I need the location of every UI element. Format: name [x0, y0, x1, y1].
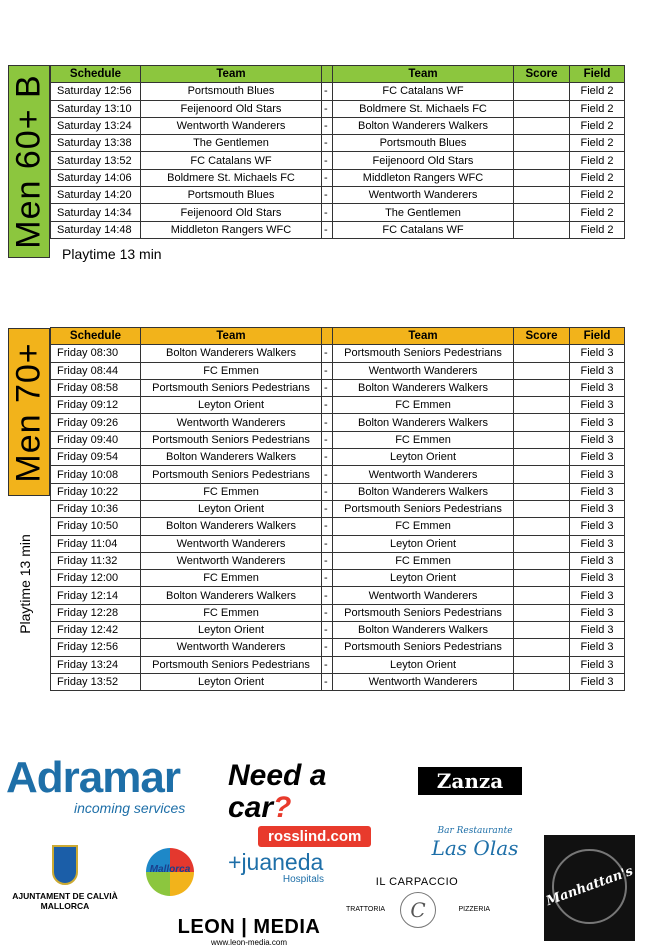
- home-team-cell: Feijenoord Old Stars: [141, 204, 322, 221]
- field-cell: Field 2: [570, 169, 625, 186]
- table-header-row: [51, 328, 625, 345]
- score-cell[interactable]: [514, 570, 570, 587]
- schedule-cell: Saturday 14:48: [51, 221, 141, 238]
- home-team-cell: FC Emmen: [141, 362, 322, 379]
- field-cell: Field 3: [570, 397, 625, 414]
- field-cell: Field 2: [570, 117, 625, 134]
- field-cell: Field 3: [570, 449, 625, 466]
- home-team-cell: FC Emmen: [141, 483, 322, 500]
- away-team-cell: Portsmouth Seniors Pedestrians: [333, 639, 514, 656]
- score-cell[interactable]: [514, 117, 570, 134]
- header-score: Score: [514, 328, 570, 345]
- away-team-cell: Leyton Orient: [333, 570, 514, 587]
- sponsor-logo-juaneda[interactable]: +juaneda Hospitals: [228, 849, 324, 885]
- table-row: [51, 500, 625, 517]
- header-team-away: Team: [333, 66, 514, 83]
- away-team-cell: Wentworth Wanderers: [333, 362, 514, 379]
- separator-cell: -: [322, 169, 333, 186]
- home-team-cell: FC Emmen: [141, 604, 322, 621]
- table-row: [51, 587, 625, 604]
- field-cell: Field 3: [570, 500, 625, 517]
- score-cell[interactable]: [514, 187, 570, 204]
- score-cell[interactable]: [514, 535, 570, 552]
- schedule-cell: Saturday 13:10: [51, 100, 141, 117]
- table-row: [51, 221, 625, 238]
- score-cell[interactable]: [514, 518, 570, 535]
- plus-icon: +: [228, 849, 242, 875]
- schedule-cell: Friday 10:22: [51, 483, 141, 500]
- score-cell[interactable]: [514, 587, 570, 604]
- home-team-cell: Leyton Orient: [141, 397, 322, 414]
- home-team-cell: Wentworth Wanderers: [141, 552, 322, 569]
- away-team-cell: Bolton Wanderers Walkers: [333, 483, 514, 500]
- score-cell[interactable]: [514, 500, 570, 517]
- away-team-cell: Portsmouth Blues: [333, 135, 514, 152]
- schedule-cell: Friday 09:12: [51, 397, 141, 414]
- away-team-cell: FC Emmen: [333, 552, 514, 569]
- score-cell[interactable]: [514, 483, 570, 500]
- table-row: [51, 518, 625, 535]
- away-team-cell: FC Emmen: [333, 518, 514, 535]
- score-cell[interactable]: [514, 204, 570, 221]
- schedule-cell: Saturday 13:52: [51, 152, 141, 169]
- score-cell[interactable]: [514, 397, 570, 414]
- separator-cell: -: [322, 518, 333, 535]
- score-cell[interactable]: [514, 622, 570, 639]
- away-team-cell: Leyton Orient: [333, 449, 514, 466]
- header-schedule: Schedule: [51, 66, 141, 83]
- table-row: [51, 483, 625, 500]
- table-row: [51, 169, 625, 186]
- sponsor-logo-leon-media[interactable]: LEON | MEDIA www.leon-media.com: [177, 916, 321, 947]
- field-cell: Field 3: [570, 673, 625, 690]
- table-row: [51, 570, 625, 587]
- home-team-cell: Leyton Orient: [141, 622, 322, 639]
- schedule-cell: Friday 12:42: [51, 622, 141, 639]
- separator-cell: -: [322, 117, 333, 134]
- schedule-cell: Friday 12:14: [51, 587, 141, 604]
- score-cell[interactable]: [514, 449, 570, 466]
- section-label-men-70: Men 70+: [8, 328, 50, 496]
- score-cell[interactable]: [514, 152, 570, 169]
- away-team-cell: FC Emmen: [333, 397, 514, 414]
- playtime-note: Playtime 13 min: [62, 246, 162, 262]
- schedule-cell: Friday 10:08: [51, 466, 141, 483]
- schedule-cell: Saturday 13:24: [51, 117, 141, 134]
- schedule-table-men-60b: [50, 65, 625, 239]
- score-cell[interactable]: [514, 466, 570, 483]
- away-team-cell: Middleton Rangers WFC: [333, 169, 514, 186]
- home-team-cell: Portsmouth Blues: [141, 187, 322, 204]
- table-row: [51, 604, 625, 621]
- score-cell[interactable]: [514, 552, 570, 569]
- score-cell[interactable]: [514, 169, 570, 186]
- table-row: [51, 622, 625, 639]
- home-team-cell: Leyton Orient: [141, 673, 322, 690]
- schedule-cell: Friday 08:44: [51, 362, 141, 379]
- header-separator: [322, 66, 333, 83]
- away-team-cell: Leyton Orient: [333, 656, 514, 673]
- table-row: [51, 362, 625, 379]
- schedule-cell: Friday 09:40: [51, 431, 141, 448]
- schedule-cell: Saturday 12:56: [51, 83, 141, 100]
- away-team-cell: Bolton Wanderers Walkers: [333, 379, 514, 396]
- table-row: [51, 431, 625, 448]
- separator-cell: -: [322, 362, 333, 379]
- score-cell[interactable]: [514, 345, 570, 362]
- statue-of-liberty-icon: Manhattan's: [552, 849, 627, 924]
- score-cell[interactable]: [514, 414, 570, 431]
- separator-cell: -: [322, 604, 333, 621]
- score-cell[interactable]: [514, 379, 570, 396]
- header-field: Field: [570, 328, 625, 345]
- field-cell: Field 3: [570, 362, 625, 379]
- field-cell: Field 2: [570, 83, 625, 100]
- home-team-cell: FC Catalans WF: [141, 152, 322, 169]
- schedule-cell: Saturday 14:34: [51, 204, 141, 221]
- away-team-cell: FC Catalans WF: [333, 221, 514, 238]
- home-team-cell: Portsmouth Seniors Pedestrians: [141, 656, 322, 673]
- home-team-cell: Bolton Wanderers Walkers: [141, 345, 322, 362]
- header-team-home: Team: [141, 66, 322, 83]
- field-cell: Field 3: [570, 639, 625, 656]
- field-cell: Field 3: [570, 518, 625, 535]
- separator-cell: -: [322, 639, 333, 656]
- field-cell: Field 3: [570, 552, 625, 569]
- field-cell: Field 3: [570, 483, 625, 500]
- field-cell: Field 3: [570, 656, 625, 673]
- schedule-cell: Friday 12:28: [51, 604, 141, 621]
- header-team-home: Team: [141, 328, 322, 345]
- away-team-cell: Bolton Wanderers Walkers: [333, 414, 514, 431]
- separator-cell: -: [322, 152, 333, 169]
- separator-cell: -: [322, 483, 333, 500]
- home-team-cell: Bolton Wanderers Walkers: [141, 587, 322, 604]
- away-team-cell: Wentworth Wanderers: [333, 187, 514, 204]
- playtime-note-vertical: Playtime 13 min: [17, 534, 33, 634]
- rosslind-url: rosslind.com: [258, 826, 371, 847]
- home-team-cell: Boldmere St. Michaels FC: [141, 169, 322, 186]
- schedule-cell: Friday 09:54: [51, 449, 141, 466]
- away-team-cell: Wentworth Wanderers: [333, 587, 514, 604]
- field-cell: Field 2: [570, 187, 625, 204]
- separator-cell: -: [322, 100, 333, 117]
- table-row: [51, 345, 625, 362]
- score-cell[interactable]: [514, 639, 570, 656]
- schedule-cell: Friday 08:30: [51, 345, 141, 362]
- header-field: Field: [570, 66, 625, 83]
- field-cell: Field 3: [570, 466, 625, 483]
- schedule-cell: Friday 12:56: [51, 639, 141, 656]
- field-cell: Field 2: [570, 135, 625, 152]
- away-team-cell: FC Catalans WF: [333, 83, 514, 100]
- sponsor-logo-zanza-bar[interactable]: Zanza Bar: [418, 767, 522, 795]
- score-cell[interactable]: [514, 673, 570, 690]
- score-cell[interactable]: [514, 135, 570, 152]
- separator-cell: -: [322, 449, 333, 466]
- sponsor-logo-mallorca[interactable]: Mallorca: [140, 848, 200, 898]
- home-team-cell: Bolton Wanderers Walkers: [141, 449, 322, 466]
- schedule-cell: Friday 11:32: [51, 552, 141, 569]
- sponsor-logo-manhattans[interactable]: [544, 835, 635, 941]
- field-cell: Field 3: [570, 345, 625, 362]
- field-cell: Field 2: [570, 221, 625, 238]
- field-cell: Field 3: [570, 414, 625, 431]
- schedule-cell: Friday 13:24: [51, 656, 141, 673]
- coat-of-arms-icon: [52, 845, 78, 885]
- home-team-cell: Portsmouth Seniors Pedestrians: [141, 431, 322, 448]
- field-cell: Field 3: [570, 570, 625, 587]
- away-team-cell: Wentworth Wanderers: [333, 673, 514, 690]
- home-team-cell: FC Emmen: [141, 570, 322, 587]
- home-team-cell: Wentworth Wanderers: [141, 414, 322, 431]
- home-team-cell: Wentworth Wanderers: [141, 535, 322, 552]
- separator-cell: -: [322, 397, 333, 414]
- field-cell: Field 2: [570, 204, 625, 221]
- sponsor-logo-rosslind[interactable]: Need a car? rosslind.com: [228, 760, 398, 830]
- schedule-cell: Saturday 14:20: [51, 187, 141, 204]
- schedule-cell: Saturday 14:06: [51, 169, 141, 186]
- table-row: [51, 449, 625, 466]
- separator-cell: -: [322, 622, 333, 639]
- separator-cell: -: [322, 656, 333, 673]
- table-row: [51, 187, 625, 204]
- table-row: [51, 83, 625, 100]
- score-cell[interactable]: [514, 604, 570, 621]
- score-cell[interactable]: [514, 83, 570, 100]
- away-team-cell: The Gentlemen: [333, 204, 514, 221]
- score-cell[interactable]: [514, 100, 570, 117]
- score-cell[interactable]: [514, 431, 570, 448]
- field-cell: Field 3: [570, 587, 625, 604]
- home-team-cell: The Gentlemen: [141, 135, 322, 152]
- home-team-cell: Portsmouth Blues: [141, 83, 322, 100]
- separator-cell: -: [322, 500, 333, 517]
- home-team-cell: Wentworth Wanderers: [141, 117, 322, 134]
- table-row: [51, 639, 625, 656]
- home-team-cell: Wentworth Wanderers: [141, 639, 322, 656]
- schedule-cell: Saturday 13:38: [51, 135, 141, 152]
- sponsor-logo-las-olas[interactable]: Bar Restaurante Las Olas: [431, 826, 519, 860]
- home-team-cell: Middleton Rangers WFC: [141, 221, 322, 238]
- table-row: [51, 152, 625, 169]
- table-row: [51, 135, 625, 152]
- table-row: [51, 204, 625, 221]
- away-team-cell: Boldmere St. Michaels FC: [333, 100, 514, 117]
- schedule-table-men-70: [50, 327, 625, 691]
- separator-cell: -: [322, 83, 333, 100]
- away-team-cell: Portsmouth Seniors Pedestrians: [333, 500, 514, 517]
- section-label-men-60b: Men 60+ B: [8, 65, 50, 258]
- table-row: [51, 535, 625, 552]
- separator-cell: -: [322, 135, 333, 152]
- separator-cell: -: [322, 466, 333, 483]
- away-team-cell: Bolton Wanderers Walkers: [333, 117, 514, 134]
- sponsor-logo-adramar[interactable]: Adramar incoming services: [6, 753, 186, 816]
- schedule-cell: Friday 08:58: [51, 379, 141, 396]
- table-row: [51, 414, 625, 431]
- separator-cell: -: [322, 379, 333, 396]
- field-cell: Field 3: [570, 535, 625, 552]
- separator-cell: -: [322, 431, 333, 448]
- separator-cell: -: [322, 345, 333, 362]
- home-team-cell: Portsmouth Seniors Pedestrians: [141, 466, 322, 483]
- away-team-cell: Leyton Orient: [333, 535, 514, 552]
- header-score: Score: [514, 66, 570, 83]
- schedule-cell: Friday 09:26: [51, 414, 141, 431]
- away-team-cell: Wentworth Wanderers: [333, 466, 514, 483]
- field-cell: Field 3: [570, 622, 625, 639]
- away-team-cell: FC Emmen: [333, 431, 514, 448]
- table-row: [51, 552, 625, 569]
- separator-cell: -: [322, 204, 333, 221]
- separator-cell: -: [322, 587, 333, 604]
- schedule-cell: Friday 13:52: [51, 673, 141, 690]
- away-team-cell: Portsmouth Seniors Pedestrians: [333, 604, 514, 621]
- table-row: [51, 673, 625, 690]
- field-cell: Field 2: [570, 100, 625, 117]
- home-team-cell: Bolton Wanderers Walkers: [141, 518, 322, 535]
- home-team-cell: Portsmouth Seniors Pedestrians: [141, 379, 322, 396]
- score-cell[interactable]: [514, 362, 570, 379]
- separator-cell: -: [322, 673, 333, 690]
- schedule-cell: Friday 11:04: [51, 535, 141, 552]
- field-cell: Field 3: [570, 379, 625, 396]
- header-separator: [322, 328, 333, 345]
- table-header-row: [51, 66, 625, 83]
- field-cell: Field 3: [570, 604, 625, 621]
- schedule-cell: Friday 10:36: [51, 500, 141, 517]
- schedule-cell: Friday 12:00: [51, 570, 141, 587]
- separator-cell: -: [322, 187, 333, 204]
- separator-cell: -: [322, 221, 333, 238]
- away-team-cell: Feijenoord Old Stars: [333, 152, 514, 169]
- carpaccio-emblem-icon: C: [400, 892, 436, 928]
- separator-cell: -: [322, 535, 333, 552]
- table-row: [51, 117, 625, 134]
- table-row: [51, 397, 625, 414]
- field-cell: Field 2: [570, 152, 625, 169]
- table-row: [51, 656, 625, 673]
- table-row: [51, 100, 625, 117]
- table-row: [51, 379, 625, 396]
- separator-cell: -: [322, 414, 333, 431]
- header-team-away: Team: [333, 328, 514, 345]
- sponsor-logo-il-carpaccio[interactable]: IL CARPACCIO TRATTORIA PIZZERIA C: [342, 876, 492, 942]
- home-team-cell: Feijenoord Old Stars: [141, 100, 322, 117]
- away-team-cell: Bolton Wanderers Walkers: [333, 622, 514, 639]
- score-cell[interactable]: [514, 656, 570, 673]
- home-team-cell: Leyton Orient: [141, 500, 322, 517]
- schedule-cell: Friday 10:50: [51, 518, 141, 535]
- separator-cell: -: [322, 552, 333, 569]
- table-row: [51, 466, 625, 483]
- field-cell: Field 3: [570, 431, 625, 448]
- sponsor-logo-calvia[interactable]: AJUNTAMENT DE CALVIÀ MALLORCA: [4, 845, 126, 917]
- separator-cell: -: [322, 570, 333, 587]
- score-cell[interactable]: [514, 221, 570, 238]
- away-team-cell: Portsmouth Seniors Pedestrians: [333, 345, 514, 362]
- header-schedule: Schedule: [51, 328, 141, 345]
